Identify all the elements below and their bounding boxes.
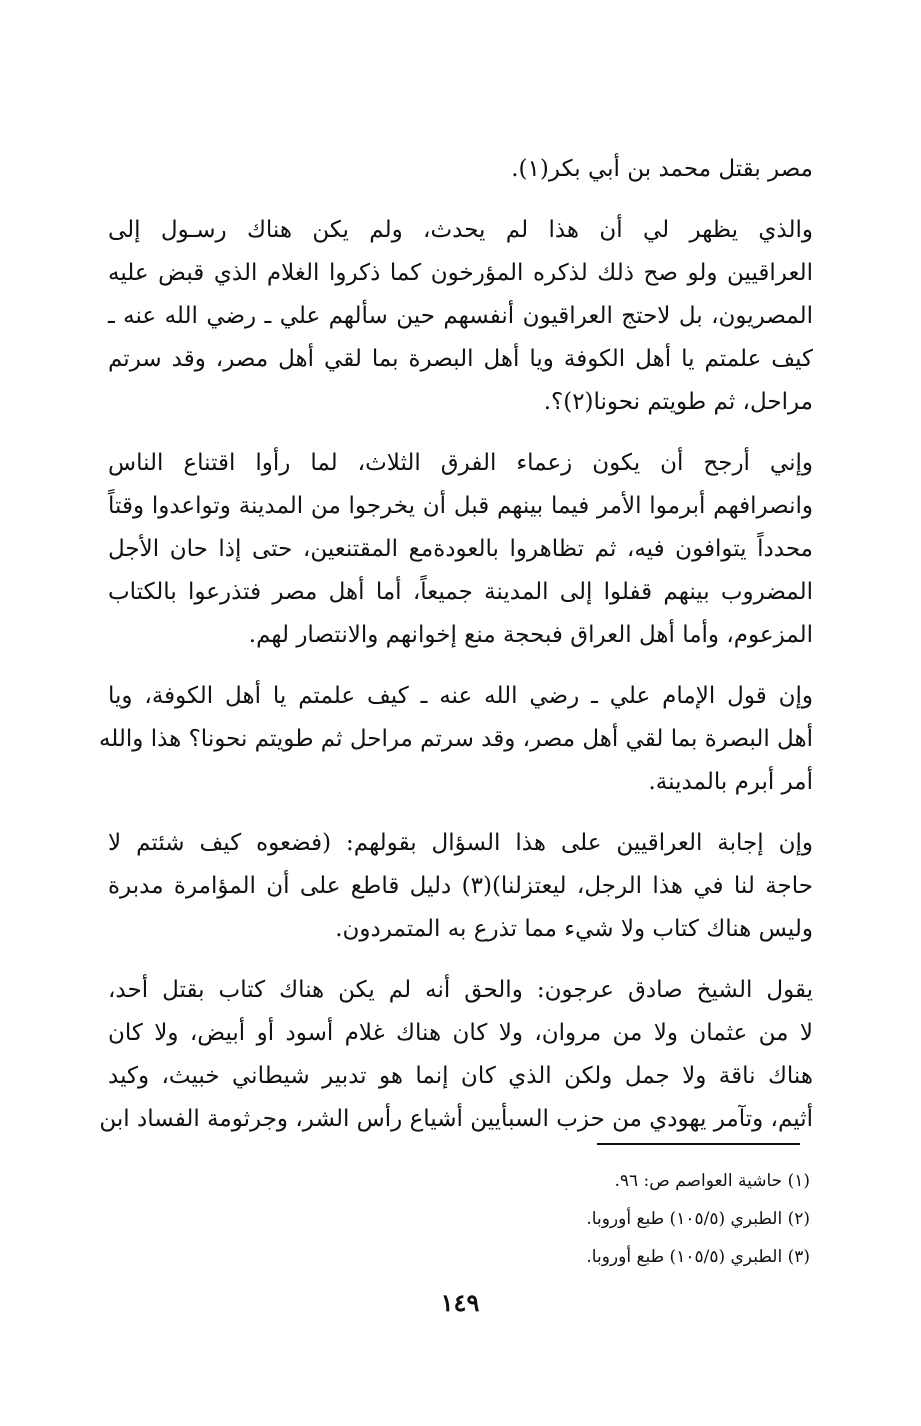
text-line: هناك ناقة ولا جمل ولكن الذي كان إنما هو تدبير شيطاني خبيث، وكيد [108,1063,813,1089]
paragraph [108,442,813,657]
text-line: أمر أبرم بالمدينة. [648,769,813,795]
footnote: (١) حاشية العواصم ص: ٩٦. [614,1171,810,1191]
text-line: وليس هناك كتاب ولا شيء مما تذرع به المتمردون. [335,916,813,942]
text-line: لا من عثمان ولا من مروان، ولا كان هناك غلام أسود أو أبيض، ولا كان [108,1020,813,1046]
text-line: وانصرافهم أبرموا الأمر فيما بينهم قبل أن يخرجوا من المدينة وتواعدوا وقتاً [108,493,813,519]
text-line: المزعوم، وأما أهل العراق فبحجة منع إخوانهم والانتصار لهم. [248,622,813,648]
text-line: وإن إجابة العراقيين على هذا السؤال بقولهم: (فضعوه كيف شئتم لا [108,830,813,856]
text-line: يقول الشيخ صادق عرجون: والحق أنه لم يكن هناك كتاب بقتل أحد، [108,977,813,1003]
footnote: (٣) الطبري (١٠٥/٥) طبع أوروبا. [586,1247,810,1267]
text-line: مصر بقتل محمد بن أبي بكر(١). [511,156,813,182]
paragraph [99,969,813,1141]
text-line: حاجة لنا في هذا الرجل، ليعتزلنا)(٣) دليل قاطع على أن المؤامرة مدبرة [108,873,813,899]
footnotes [440,1162,810,1276]
text-line: وإني أرجح أن يكون زعماء الفرق الثلاث، لما رأوا اقتناع الناس [108,450,813,476]
text-line: أثيم، وتآمر يهودي من حزب السبأيين أشياع رأس الشر، وجرثومة الفساد ابن [99,1106,813,1132]
footnote-divider [597,1143,800,1145]
page-number: ١٤٩ [440,1288,480,1317]
text-line: المضروب بينهم قفلوا إلى المدينة جميعاً، أما أهل مصر فتذرعوا بالكتاب [108,579,813,605]
paragraph [108,209,813,424]
text-line: وإن قول الإمام علي ـ رضي الله عنه ـ كيف علمتم يا أهل الكوفة، ويا [108,683,813,709]
footnote: (٢) الطبري (١٠٥/٥) طبع أوروبا. [586,1209,810,1229]
text-line: أهل البصرة بما لقي أهل مصر، وقد سرتم مراحل ثم طويتم نحونا؟ هذا والله [98,726,813,752]
text-line: محدداً يتوافون فيه، ثم تظاهروا بالعودةمع المقتنعين، حتى إذا حان الأجل [108,536,813,562]
text-line: المصريون، بل لاحتج العراقيون أنفسهم حين سألهم علي ـ رضي الله عنه ـ [108,303,813,329]
paragraph [98,675,813,804]
text-line: مراحل، ثم طويتم نحونا(٢)؟. [543,389,813,415]
paragraph [108,148,813,191]
main-text [98,148,813,1159]
text-line: كيف علمتم يا أهل الكوفة ويا أهل البصرة بما لقي أهل مصر، وقد سرتم [108,346,813,372]
text-line: العراقيين ولو صح ذلك لذكره المؤرخون كما ذكروا الغلام الذي قبض عليه [108,260,813,286]
text-line: والذي يظهر لي أن هذا لم يحدث، ولم يكن هناك رسـول إلى [108,217,813,243]
paragraph [108,822,813,951]
